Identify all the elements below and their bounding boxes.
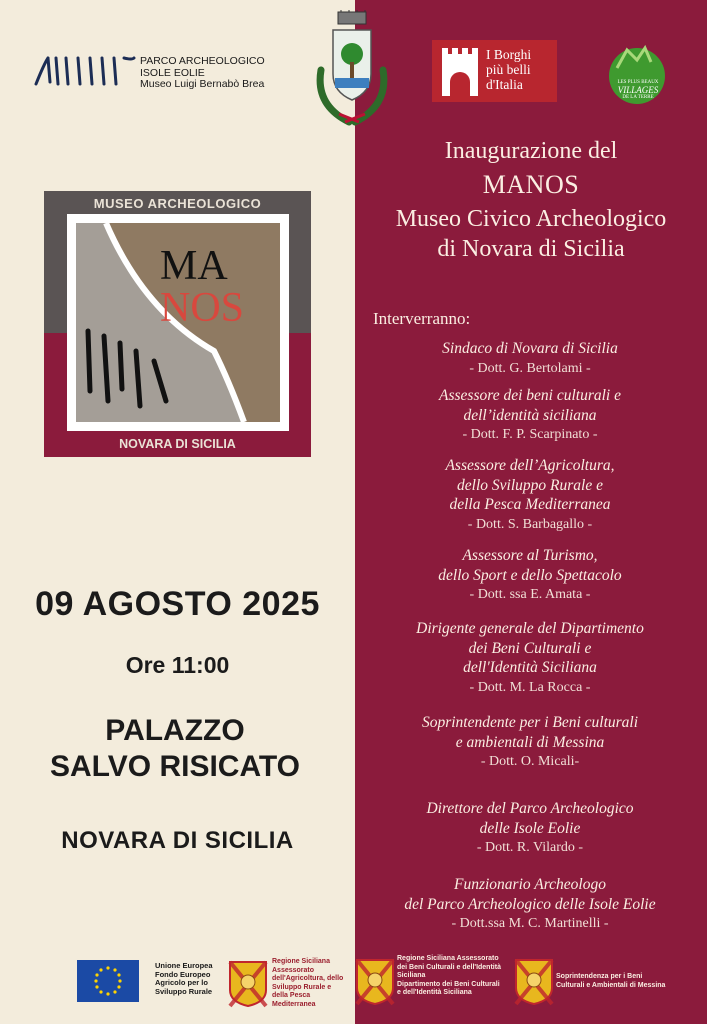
speaker-item — [360, 456, 700, 546]
villages-line1: LES PLUS BEAUX — [617, 80, 659, 85]
title-line2: MANOS — [482, 170, 580, 199]
reg3-line: Culturali e Ambientali di Messina — [556, 981, 666, 989]
speaker-role: del Parco Archeologico delle Isole Eolie — [404, 895, 656, 913]
museum-logo-top-label: MUSEO ARCHEOLOGICO — [93, 196, 262, 211]
borghi-line3: d'Italia — [486, 77, 523, 92]
speaker-item — [360, 799, 700, 875]
speaker-role: della Pesca Mediterranea — [449, 496, 611, 513]
speaker-role: dello Sviluppo Rurale e — [457, 476, 603, 494]
villages-line2: VILLAGES — [617, 85, 659, 95]
regione-beni-culturali-text — [397, 955, 501, 998]
speaker-name: - Dott. F. P. Scarpinato - — [462, 427, 598, 442]
speaker-role: delle Isole Eolie — [479, 819, 581, 837]
reg1-line: Mediterranea — [272, 1000, 316, 1008]
sicily-crest-icon — [228, 960, 268, 1008]
reg2-line: e dell'Identità Siciliana — [397, 989, 472, 996]
reg1-line: Assessorato — [272, 966, 315, 974]
speaker-role: Soprintendente per i Beni culturali — [421, 714, 639, 731]
speaker-role: dell'Identità Siciliana — [463, 659, 597, 676]
regione-agricoltura-text — [272, 958, 343, 1009]
sicily-crest-icon — [514, 958, 554, 1006]
venue-line2: SALVO RISICATO — [49, 750, 301, 783]
reg3-line: Soprintendenza per i Beni — [556, 973, 643, 980]
speaker-role: Funzionario Archeologo — [454, 876, 606, 893]
speaker-item — [360, 386, 700, 456]
speaker-role: Sindaco di Novara di Sicilia — [442, 340, 618, 357]
borghi-tower-icon — [438, 44, 482, 98]
museum-logo — [44, 191, 311, 457]
speaker-role: Direttore del Parco Archeologico — [426, 800, 634, 817]
title-line1: Inaugurazione del — [444, 138, 618, 164]
speaker-role: Assessore dei beni culturali e — [439, 387, 621, 404]
museum-logo-bottom-label: NOVARA DI SICILIA — [119, 437, 236, 451]
villages-line3: DE LA TERRE — [622, 95, 654, 100]
parco-line3: Museo Luigi Bernabò Brea — [140, 78, 265, 90]
speaker-role: dei Beni Culturali e — [468, 639, 592, 657]
eu-line: Fondo Europeo — [155, 969, 211, 979]
museum-logo-ma: MA — [160, 243, 228, 289]
reg1-line: dell'Agricoltura, dello — [272, 975, 344, 982]
speakers-list — [360, 339, 700, 933]
title-block — [355, 136, 707, 264]
eu-text — [155, 962, 213, 996]
parco-line2: ISOLE EOLIE — [140, 66, 205, 79]
villages-logo — [597, 38, 679, 106]
speaker-item — [360, 619, 700, 713]
speaker-role: Dirigente generale del Dipartimento — [416, 620, 644, 637]
speaker-role: dello Sport e dello Spettacolo — [438, 566, 622, 584]
event-time: Ore 11:00 — [125, 652, 230, 678]
speaker-item — [360, 875, 700, 933]
title-line4: di Novara di Sicilia — [437, 236, 625, 262]
reg2-line: Siciliana — [397, 972, 426, 979]
venue-line1: PALAZZO — [105, 714, 245, 747]
eu-flag-icon — [77, 960, 139, 1002]
borghi-line1: I Borghi — [486, 47, 532, 62]
speaker-role: Assessore dell’Agricoltura, — [445, 457, 615, 474]
speaker-name: - Dott. ssa E. Amata - — [469, 587, 591, 602]
reg1-line: della Pesca — [272, 992, 311, 999]
speaker-item — [360, 546, 700, 619]
reg1-line: Sviluppo Rurale e — [272, 983, 332, 991]
speaker-name: - Dott. M. La Rocca - — [469, 679, 591, 695]
speaker-item — [360, 339, 700, 386]
speaker-item — [360, 713, 700, 799]
eu-line: Sviluppo Rurale — [155, 986, 213, 996]
event-town: NOVARA DI SICILIA — [61, 827, 294, 854]
museum-logo-nos: NOS — [160, 285, 245, 331]
borghi-logo — [432, 40, 557, 102]
sicily-crest-icon — [355, 958, 395, 1006]
parco-line1: PARCO ARCHEOLOGICO — [140, 55, 265, 67]
reg2-line: Dipartimento dei Beni Culturali — [397, 980, 500, 988]
reg2-line: Regione Siciliana Assessorato — [397, 955, 499, 962]
coat-of-arms-emblem — [305, 10, 399, 128]
speaker-role: e ambientali di Messina — [455, 733, 605, 751]
speaker-role: dell’identità siciliana — [463, 406, 597, 424]
event-date: 09 AGOSTO 2025 — [35, 585, 320, 623]
speaker-name: - Dott.ssa M. C. Martinelli - — [451, 916, 609, 931]
reg2-line: dei Beni Culturali e dell'Identità — [397, 963, 501, 971]
title-line3: Museo Civico Archeologico — [395, 206, 667, 232]
eu-line: Unione Europea — [155, 961, 213, 970]
soprintendenza-text — [556, 973, 665, 990]
speaker-name: - Dott. G. Bertolami - — [469, 360, 591, 376]
parco-archeologico-logo — [34, 54, 136, 90]
speaker-name: - Dott. S. Barbagallo - — [467, 516, 593, 532]
interverranno-label: Interverranno: — [373, 309, 471, 328]
speaker-name: - Dott. R. Vilardo - — [476, 840, 584, 855]
speaker-role: Assessore al Turismo, — [462, 547, 598, 564]
borghi-line2: più belli — [486, 62, 531, 77]
parco-archeologico-text — [140, 56, 265, 91]
speaker-name: - Dott. O. Micali- — [480, 754, 580, 769]
reg1-line: Regione Siciliana — [272, 958, 330, 965]
event-venue — [0, 713, 350, 785]
eu-line: Agricolo per lo — [155, 978, 208, 987]
